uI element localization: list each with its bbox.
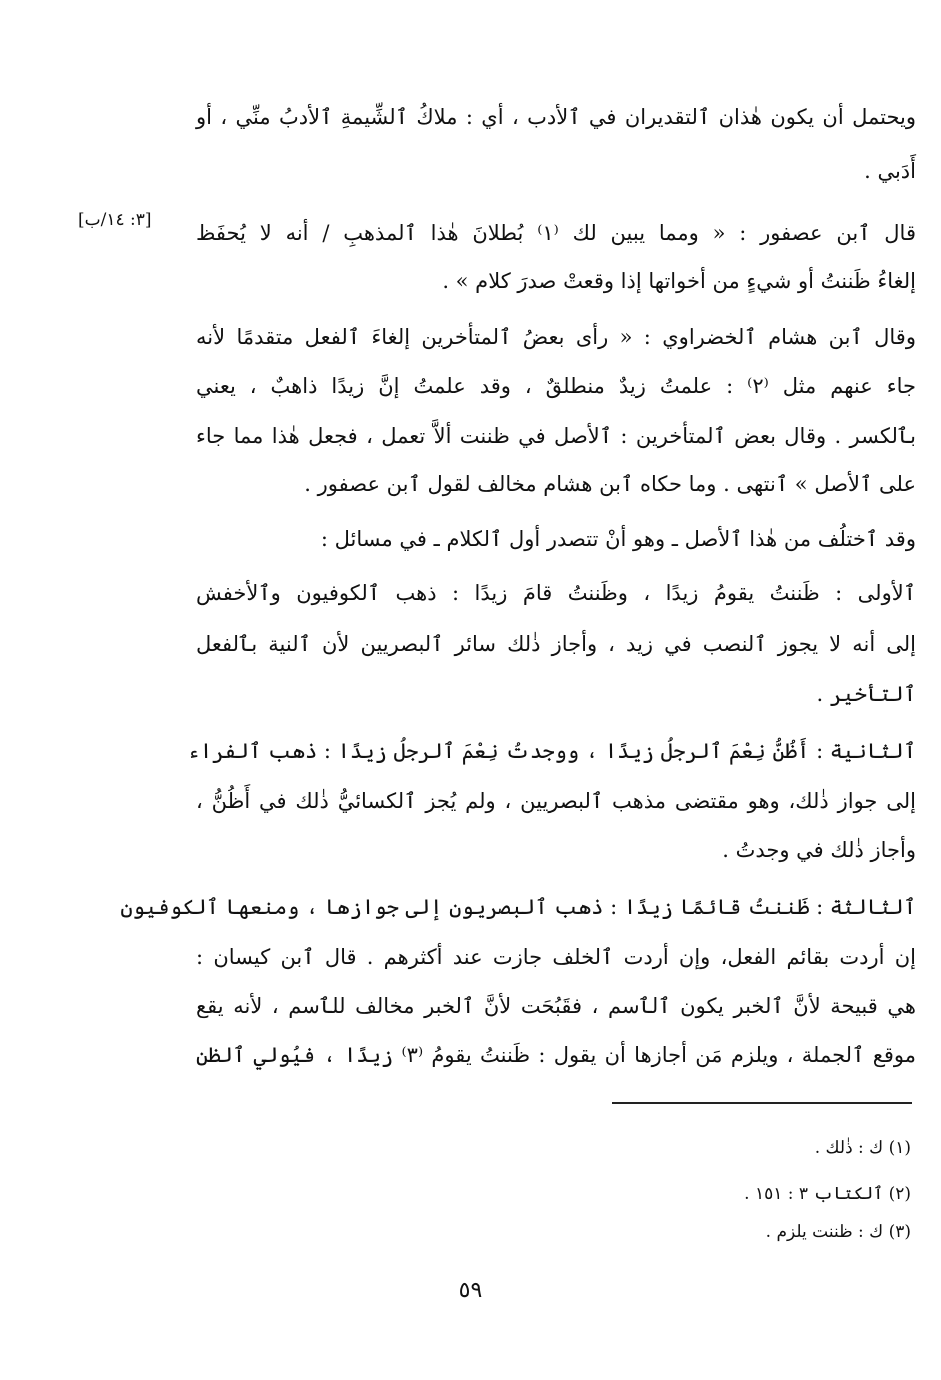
text-line: موقع ٱلجملة ، ويلزم مَن أجازها أن يقول : ظَننتُ يقومُ ⁽٣⁾ زيدًا ، فيُولي ٱلظن	[196, 1043, 917, 1067]
text-line: ٱلثالثة : ظَننتُ قائمًا زيدًا : ذهب ٱلبصريون إلى جوازها ، ومنعها ٱلكوفيون	[120, 895, 916, 919]
text-line: هي قبيحة لأنَّ ٱلخبر يكون ٱلٱسم ، فقَبُحَت لأنَّ ٱلخبر مخالف للٱسم ، لأنه يقع	[196, 994, 916, 1018]
text-line: إلى أنه لا يجوز ٱلنصب في زيد ، وأجاز ذٰلك سائر ٱلبصريين لأن ٱلنية بٱلفعل	[196, 632, 916, 656]
text-line: أَدَبي .	[864, 159, 916, 183]
text-line: بٱلكسر . وقال بعض ٱلمتأخرين : ٱلأصل في ظننت ألاَّ تعمل ، فجعل هٰذا مما جاء	[196, 424, 916, 448]
text-line: قال ٱبن عصفور : « ومما يبين لك ⁽١⁾ بُطلانَ هٰذا ٱلمذهبِ / أنه لا يُحفَظ	[196, 221, 916, 245]
text-line: وقال ٱبن هشام ٱلخضراوي : « رأى بعضُ ٱلمتأخرين إلغاءَ ٱلفعل متقدمًا لأنه	[196, 325, 916, 349]
manuscript-folio-reference: [٣: ١٤/ب]	[78, 210, 152, 230]
text-line: إن أردت بقائم الفعل، وإن أردت ٱلخلف جازت عند أكثرهم . قال ٱبن كيسان :	[196, 945, 916, 969]
footnote: (٣) ك : ظننت يلزم .	[765, 1222, 911, 1242]
footnote: (١) ك : ذٰلك .	[814, 1138, 911, 1158]
text-line: ويحتمل أن يكون هٰذان ٱلتقديران في ٱلأدب ، أي : ملاكُ ٱلشِّيمةِ ٱلأدبُ منِّي ، أو	[196, 105, 916, 129]
text-line: على ٱلأصل » ٱنتهى . وما حكاه ٱبن هشام مخالف لقول ٱبن عصفور .	[304, 472, 916, 496]
text-line: وأجاز ذٰلك في وجدتُ .	[722, 838, 916, 862]
text-line: وقد ٱختلُف من هٰذا ٱلأصل ـ وهو أنْ تتصدر أول ٱلكلام ـ في مسائل :	[320, 527, 916, 551]
text-line: إلغاءُ ظَننتُ أو شيءٍ من أخواتها إذا وقعتْ صدرَ كلام » .	[442, 269, 916, 293]
text-line: ٱلأولى : ظَننتُ يقومُ زيدًا ، وظَننتُ قامَ زيدًا : ذهب ٱلكوفيون وٱلأخفش	[196, 581, 916, 605]
footnote: (٢) ٱلكتاب ٣ : ١٥١ .	[744, 1184, 911, 1204]
text-line: ٱلثانية : أَظُنُّ نِعْمَ ٱلرجلُ زيدًا ، ووجدتُ نِعْمَ ٱلرجلُ زيدًا : ذهب ٱلفراء	[187, 739, 916, 763]
text-line: إلى جواز ذٰلك، وهو مقتضى مذهب ٱلبصريين ، ولم يُجز ٱلكسائيُّ ذٰلك في أَظُنُّ ،	[196, 789, 916, 813]
text-line: جاء عنهم مثل ⁽٢⁾ : علمتُ زيدٌ منطلقٌ ، وقد علمتُ إنَّ زيدًا ذاهبٌ ، يعني	[196, 374, 916, 398]
footnote-separator	[612, 1102, 912, 1104]
text-line: ٱلتأخير .	[816, 682, 916, 706]
page-number: ٥٩	[458, 1278, 483, 1303]
